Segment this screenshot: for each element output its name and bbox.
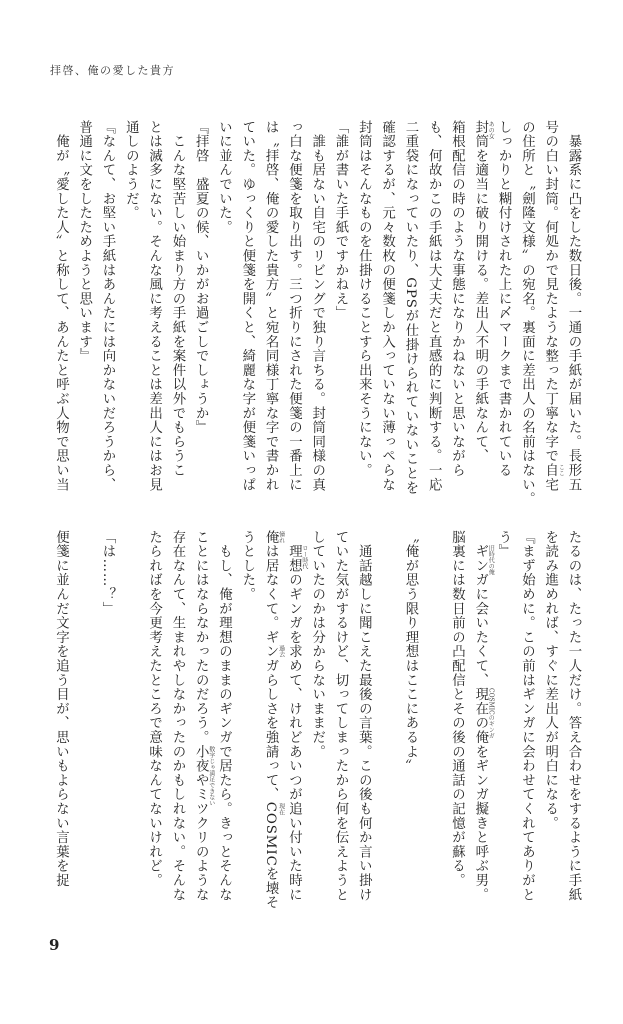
upper-text-column: 封筒を適当に破り開ける。差出人不明の手紙なんて、 bbox=[472, 120, 488, 464]
upper-text-column: 封筒はそんなものを仕掛けることすら出来そうにない。 bbox=[356, 120, 372, 478]
ruby-text: 過去 bbox=[277, 645, 285, 658]
lower-text-column: う』 bbox=[496, 530, 512, 559]
lower-text-column: 『まず始めに。この前はギンガに会わせてくれてありがと bbox=[519, 530, 535, 902]
upper-text-column: とは滅多にない。そんな風に考えることは差出人にはお見 bbox=[146, 120, 162, 492]
ruby-text: 現在 bbox=[277, 802, 285, 815]
upper-text-column: 二重袋になっていたり、GPSが仕掛けられていないことを bbox=[402, 120, 418, 495]
upper-text-column: 号の白い封筒。何処かで見たような整った丁寧な字で自宅 bbox=[542, 120, 558, 492]
lower-text-column: 理想のギンガを求めて、けれどあいつが追い付いた時に bbox=[286, 530, 302, 902]
lower-text-column: ギンガに会いたくて、現在の俺をギンガ擬きと呼ぶ男。 bbox=[472, 530, 488, 902]
upper-text-column: は〝拝啓、俺の愛した貴方〟と宛名同様丁寧な字で書かれ bbox=[263, 120, 279, 492]
ruby-text: 旧時代の俺 bbox=[487, 545, 495, 576]
ruby-text: 数字じゃ満足できない bbox=[207, 745, 215, 806]
lower-text-column: 〝俺が思う限り理想はここにあるよ〟 bbox=[402, 530, 418, 774]
lower-text-column: もし、俺が理想のままのギンガで居たら。きっとそんな bbox=[216, 530, 232, 902]
lower-text-column bbox=[380, 530, 394, 910]
lower-text-column: していたのかは分からないままだ。 bbox=[309, 530, 325, 759]
lower-text-column: 存在なんて、生まれやしなかったのかもしれない。そんな bbox=[169, 530, 185, 902]
lower-text-column bbox=[123, 530, 137, 910]
upper-text-column: 暴露系に凸をした数日後。一通の手紙が届いた。長形五 bbox=[566, 120, 581, 492]
upper-text-column: ていた。ゆっくりと便箋を開くと、綺麗な字が便箋いっぱ bbox=[239, 120, 255, 492]
ruby-text: ロー時代 bbox=[300, 545, 308, 570]
upper-text-column: 俺が〝愛した人〟と称して、あんたと呼ぶ人物で思い当 bbox=[53, 120, 69, 492]
upper-text-column: 『なんて、お堅い手紙はあんたには向かないだろうから、 bbox=[100, 120, 115, 492]
upper-text-column: いに並んでいた。 bbox=[216, 120, 232, 235]
lower-text-column: たらればを今更考えたところで意味なんてないけれど。 bbox=[146, 530, 162, 888]
lower-text-column: 俺は居なくて。ギンガらしさを強請って、COSMICを壊そ bbox=[263, 530, 279, 910]
lower-text-column: たるのは、たった一人だけ。答え合わせをするように手紙 bbox=[566, 530, 581, 902]
upper-text-column: 誰も居ない自宅のリビングで独り言ちる。封筒同様の真 bbox=[309, 120, 325, 492]
lower-text-column: ていた気がするけど、切ってしまったから何を伝えようと bbox=[333, 530, 348, 902]
lower-text-column bbox=[426, 530, 440, 910]
upper-text-column: しっかりと糊付けされた上に〆マークまで書かれている bbox=[496, 120, 512, 478]
upper-text-column: 確認するが、元々数枚の便箋しか入っていない薄っぺらな bbox=[379, 120, 395, 492]
ruby-text: COSMICのギンガ bbox=[487, 688, 495, 740]
upper-text-column: 普通に文をしたためようと思います』 bbox=[76, 120, 92, 364]
running-title: 拝啓、俺の愛した貴方 bbox=[50, 64, 175, 77]
ruby-text: ここ bbox=[557, 464, 565, 477]
upper-text-column: 『拝啓 盛夏の候、いかがお過ごしでしょうか』 bbox=[193, 120, 209, 435]
upper-text-column: こんな堅苦しい始まり方の手紙を案件以外でもらうこ bbox=[169, 120, 185, 478]
lower-text-column: 脳裏には数日前の凸配信とその後の通話の記憶が蘇る。 bbox=[449, 530, 465, 888]
upper-text-column: 「誰が書いた手紙ですかねえ」 bbox=[333, 120, 348, 321]
lower-text-column: うとした。 bbox=[239, 530, 255, 602]
page-number: 9 bbox=[49, 936, 60, 954]
lower-text-column bbox=[77, 530, 91, 910]
lower-text-column: 「は……？」 bbox=[100, 530, 115, 616]
upper-text-column: も、何故かこの手紙は大丈夫だと直感的に判断する。一応 bbox=[426, 120, 442, 492]
upper-text-column: 通しのようだ。 bbox=[123, 120, 139, 221]
upper-text-column: っ白な便箋を取り出す。三つ折りにされた便箋の一番上に bbox=[286, 120, 302, 492]
upper-text-column: 箱根配信の時のような事態になりかねないと思いながら bbox=[449, 120, 465, 478]
lower-text-column: ことにはならなかったのだろう。小夜やミツクリのような bbox=[193, 530, 209, 902]
ruby-text: 憧れ bbox=[277, 531, 285, 543]
lower-text-column: 便箋に並んだ文字を追う目が、思いもよらない言葉を捉 bbox=[53, 530, 69, 888]
upper-text-column: の住所と〝劍隆文様〟の宛名。裏面に差出人の名前はない。 bbox=[519, 120, 535, 507]
lower-text-column: 通話越しに聞こえた最後の言葉。この後も何か言い掛け bbox=[356, 530, 372, 902]
ruby-text: あの女 bbox=[487, 121, 495, 139]
lower-text-column: を読み進めれば、すぐに差出人が明白になる。 bbox=[542, 530, 558, 831]
